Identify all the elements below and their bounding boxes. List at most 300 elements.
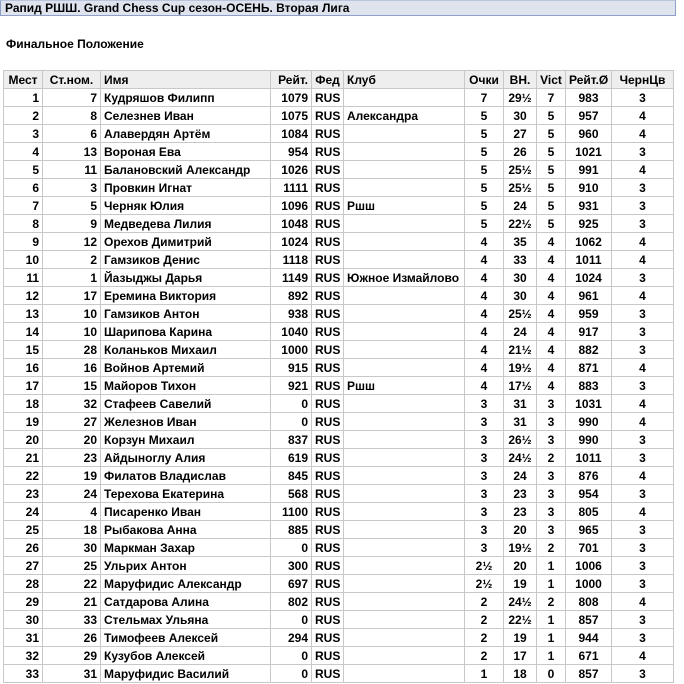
cell-victories: 2 <box>537 449 566 467</box>
table-row <box>4 485 674 503</box>
cell-tiebreak-bh: 25½ <box>504 161 537 179</box>
cell-rating: 1079 <box>271 89 312 107</box>
cell-rating: 885 <box>271 521 312 539</box>
cell-place: 20 <box>4 431 43 449</box>
table-row <box>4 539 674 557</box>
cell-avg-rating: 671 <box>566 647 612 665</box>
cell-start-no: 9 <box>43 215 101 233</box>
cell-place: 7 <box>4 197 43 215</box>
cell-tiebreak-bh: 27 <box>504 125 537 143</box>
cell-federation: RUS <box>312 179 344 197</box>
cell-federation: RUS <box>312 557 344 575</box>
cell-start-no: 11 <box>43 161 101 179</box>
cell-club <box>344 161 465 179</box>
cell-place: 24 <box>4 503 43 521</box>
cell-tiebreak-bh: 24 <box>504 467 537 485</box>
cell-name: Алавердян Артём <box>101 125 271 143</box>
cell-club <box>344 179 465 197</box>
cell-tiebreak-bh: 33 <box>504 251 537 269</box>
cell-place: 16 <box>4 359 43 377</box>
cell-rating: 0 <box>271 539 312 557</box>
cell-victories: 3 <box>537 395 566 413</box>
cell-start-no: 22 <box>43 575 101 593</box>
cell-name: Айдыноглу Алия <box>101 449 271 467</box>
cell-federation: RUS <box>312 125 344 143</box>
cell-victories: 1 <box>537 611 566 629</box>
cell-points: 5 <box>465 107 504 125</box>
table-body <box>4 89 674 683</box>
cell-start-no: 16 <box>43 359 101 377</box>
cell-victories: 5 <box>537 197 566 215</box>
cell-federation: RUS <box>312 143 344 161</box>
cell-points: 5 <box>465 197 504 215</box>
cell-rating: 1100 <box>271 503 312 521</box>
cell-black-count: 3 <box>612 521 674 539</box>
table-row <box>4 161 674 179</box>
cell-place: 9 <box>4 233 43 251</box>
cell-place: 5 <box>4 161 43 179</box>
cell-avg-rating: 925 <box>566 215 612 233</box>
cell-rating: 1024 <box>271 233 312 251</box>
cell-name: Стельмах Ульяна <box>101 611 271 629</box>
cell-club <box>344 395 465 413</box>
cell-federation: RUS <box>312 269 344 287</box>
cell-start-no: 4 <box>43 503 101 521</box>
cell-name: Войнов Артемий <box>101 359 271 377</box>
cell-victories: 2 <box>537 539 566 557</box>
cell-black-count: 3 <box>612 341 674 359</box>
cell-start-no: 27 <box>43 413 101 431</box>
cell-victories: 5 <box>537 215 566 233</box>
cell-victories: 4 <box>537 341 566 359</box>
standings-table <box>3 70 674 683</box>
cell-points: 3 <box>465 485 504 503</box>
cell-victories: 3 <box>537 467 566 485</box>
cell-points: 4 <box>465 305 504 323</box>
cell-start-no: 1 <box>43 269 101 287</box>
cell-avg-rating: 965 <box>566 521 612 539</box>
cell-avg-rating: 991 <box>566 161 612 179</box>
cell-points: 4 <box>465 251 504 269</box>
cell-points: 2 <box>465 647 504 665</box>
cell-name: Корзун Михаил <box>101 431 271 449</box>
cell-black-count: 4 <box>612 125 674 143</box>
cell-start-no: 32 <box>43 395 101 413</box>
cell-tiebreak-bh: 30 <box>504 107 537 125</box>
column-header-federation: Фед <box>312 71 344 89</box>
column-header-name: Имя <box>101 71 271 89</box>
cell-place: 4 <box>4 143 43 161</box>
cell-avg-rating: 990 <box>566 413 612 431</box>
cell-tiebreak-bh: 24 <box>504 197 537 215</box>
cell-start-no: 10 <box>43 323 101 341</box>
cell-tiebreak-bh: 17 <box>504 647 537 665</box>
cell-place: 14 <box>4 323 43 341</box>
cell-avg-rating: 1000 <box>566 575 612 593</box>
table-row <box>4 395 674 413</box>
cell-black-count: 3 <box>612 305 674 323</box>
cell-avg-rating: 910 <box>566 179 612 197</box>
cell-victories: 7 <box>537 89 566 107</box>
cell-avg-rating: 1031 <box>566 395 612 413</box>
cell-points: 4 <box>465 269 504 287</box>
cell-name: Балановский Александр <box>101 161 271 179</box>
cell-black-count: 4 <box>612 107 674 125</box>
cell-federation: RUS <box>312 251 344 269</box>
cell-black-count: 3 <box>612 485 674 503</box>
cell-victories: 3 <box>537 503 566 521</box>
cell-start-no: 20 <box>43 431 101 449</box>
cell-victories: 4 <box>537 269 566 287</box>
cell-victories: 4 <box>537 251 566 269</box>
cell-avg-rating: 931 <box>566 197 612 215</box>
cell-victories: 1 <box>537 575 566 593</box>
column-header-tiebreak-bh: ВН. <box>504 71 537 89</box>
cell-federation: RUS <box>312 593 344 611</box>
cell-federation: RUS <box>312 647 344 665</box>
cell-federation: RUS <box>312 485 344 503</box>
cell-place: 30 <box>4 611 43 629</box>
cell-rating: 0 <box>271 413 312 431</box>
cell-club <box>344 611 465 629</box>
cell-avg-rating: 1006 <box>566 557 612 575</box>
cell-victories: 2 <box>537 593 566 611</box>
cell-federation: RUS <box>312 359 344 377</box>
cell-points: 3 <box>465 521 504 539</box>
cell-federation: RUS <box>312 575 344 593</box>
cell-tiebreak-bh: 23 <box>504 503 537 521</box>
column-header-avg-rating: Рейт.Ø <box>566 71 612 89</box>
table-row <box>4 557 674 575</box>
table-row <box>4 89 674 107</box>
cell-club: Южное Измайлово <box>344 269 465 287</box>
cell-start-no: 10 <box>43 305 101 323</box>
cell-victories: 3 <box>537 485 566 503</box>
cell-club <box>344 593 465 611</box>
cell-club: Ршш <box>344 377 465 395</box>
cell-tiebreak-bh: 19½ <box>504 359 537 377</box>
cell-start-no: 3 <box>43 179 101 197</box>
cell-victories: 5 <box>537 161 566 179</box>
cell-black-count: 3 <box>612 557 674 575</box>
cell-club: Ршш <box>344 197 465 215</box>
cell-rating: 938 <box>271 305 312 323</box>
cell-club <box>344 647 465 665</box>
cell-club <box>344 305 465 323</box>
cell-points: 2½ <box>465 575 504 593</box>
cell-place: 11 <box>4 269 43 287</box>
cell-club <box>344 251 465 269</box>
cell-place: 26 <box>4 539 43 557</box>
cell-club <box>344 485 465 503</box>
cell-victories: 5 <box>537 125 566 143</box>
cell-start-no: 2 <box>43 251 101 269</box>
cell-rating: 619 <box>271 449 312 467</box>
cell-avg-rating: 983 <box>566 89 612 107</box>
column-header-start-no: Ст.ном. <box>43 71 101 89</box>
cell-federation: RUS <box>312 377 344 395</box>
cell-tiebreak-bh: 20 <box>504 521 537 539</box>
cell-place: 2 <box>4 107 43 125</box>
cell-name: Маруфидис Александр <box>101 575 271 593</box>
cell-victories: 4 <box>537 359 566 377</box>
cell-club <box>344 665 465 683</box>
cell-name: Рыбакова Анна <box>101 521 271 539</box>
cell-victories: 4 <box>537 287 566 305</box>
cell-tiebreak-bh: 18 <box>504 665 537 683</box>
cell-federation: RUS <box>312 431 344 449</box>
table-row <box>4 233 674 251</box>
cell-name: Маркман Захар <box>101 539 271 557</box>
cell-black-count: 3 <box>612 143 674 161</box>
cell-victories: 4 <box>537 233 566 251</box>
cell-place: 27 <box>4 557 43 575</box>
cell-points: 2½ <box>465 557 504 575</box>
cell-name: Филатов Владислав <box>101 467 271 485</box>
cell-black-count: 4 <box>612 395 674 413</box>
cell-start-no: 8 <box>43 107 101 125</box>
cell-federation: RUS <box>312 197 344 215</box>
cell-victories: 5 <box>537 179 566 197</box>
cell-federation: RUS <box>312 413 344 431</box>
cell-name: Кузубов Алексей <box>101 647 271 665</box>
cell-tiebreak-bh: 21½ <box>504 341 537 359</box>
cell-rating: 915 <box>271 359 312 377</box>
cell-club <box>344 431 465 449</box>
table-row <box>4 197 674 215</box>
table-row <box>4 143 674 161</box>
cell-tiebreak-bh: 22½ <box>504 611 537 629</box>
cell-federation: RUS <box>312 323 344 341</box>
cell-federation: RUS <box>312 539 344 557</box>
cell-club: Александра <box>344 107 465 125</box>
cell-place: 12 <box>4 287 43 305</box>
cell-points: 7 <box>465 89 504 107</box>
cell-victories: 5 <box>537 143 566 161</box>
column-header-victories: Vict <box>537 71 566 89</box>
cell-avg-rating: 990 <box>566 431 612 449</box>
cell-start-no: 23 <box>43 449 101 467</box>
cell-place: 22 <box>4 467 43 485</box>
cell-club <box>344 89 465 107</box>
table-row <box>4 449 674 467</box>
cell-start-no: 25 <box>43 557 101 575</box>
window-title: Рапид РШШ. Grand Chess Cup сезон-ОСЕНЬ. Вторая Лига <box>0 0 676 16</box>
cell-black-count: 4 <box>612 647 674 665</box>
cell-rating: 837 <box>271 431 312 449</box>
cell-place: 8 <box>4 215 43 233</box>
cell-victories: 3 <box>537 521 566 539</box>
cell-start-no: 31 <box>43 665 101 683</box>
cell-avg-rating: 876 <box>566 467 612 485</box>
cell-black-count: 3 <box>612 323 674 341</box>
cell-black-count: 3 <box>612 575 674 593</box>
cell-name: Ульрих Антон <box>101 557 271 575</box>
cell-federation: RUS <box>312 665 344 683</box>
cell-rating: 892 <box>271 287 312 305</box>
cell-rating: 954 <box>271 143 312 161</box>
cell-points: 4 <box>465 287 504 305</box>
cell-avg-rating: 1011 <box>566 251 612 269</box>
cell-federation: RUS <box>312 305 344 323</box>
cell-rating: 0 <box>271 665 312 683</box>
cell-points: 1 <box>465 665 504 683</box>
cell-place: 15 <box>4 341 43 359</box>
table-row <box>4 593 674 611</box>
cell-points: 3 <box>465 467 504 485</box>
cell-federation: RUS <box>312 215 344 233</box>
cell-club <box>344 323 465 341</box>
table-row <box>4 323 674 341</box>
cell-tiebreak-bh: 26 <box>504 143 537 161</box>
cell-place: 25 <box>4 521 43 539</box>
table-row <box>4 575 674 593</box>
cell-points: 5 <box>465 179 504 197</box>
cell-victories: 3 <box>537 431 566 449</box>
cell-rating: 0 <box>271 647 312 665</box>
cell-rating: 802 <box>271 593 312 611</box>
cell-name: Стафеев Савелий <box>101 395 271 413</box>
cell-start-no: 6 <box>43 125 101 143</box>
cell-victories: 4 <box>537 305 566 323</box>
cell-federation: RUS <box>312 449 344 467</box>
cell-points: 3 <box>465 503 504 521</box>
cell-tiebreak-bh: 20 <box>504 557 537 575</box>
cell-rating: 1096 <box>271 197 312 215</box>
column-header-place: Мест <box>4 71 43 89</box>
cell-points: 3 <box>465 449 504 467</box>
cell-federation: RUS <box>312 611 344 629</box>
cell-club <box>344 287 465 305</box>
cell-tiebreak-bh: 19 <box>504 629 537 647</box>
cell-name: Терехова Екатерина <box>101 485 271 503</box>
cell-avg-rating: 1024 <box>566 269 612 287</box>
table-row <box>4 431 674 449</box>
column-header-points: Очки <box>465 71 504 89</box>
table-row <box>4 107 674 125</box>
cell-club <box>344 215 465 233</box>
cell-points: 4 <box>465 377 504 395</box>
cell-start-no: 7 <box>43 89 101 107</box>
cell-black-count: 3 <box>612 215 674 233</box>
cell-federation: RUS <box>312 629 344 647</box>
cell-black-count: 3 <box>612 629 674 647</box>
cell-points: 5 <box>465 125 504 143</box>
cell-start-no: 13 <box>43 143 101 161</box>
cell-rating: 1000 <box>271 341 312 359</box>
cell-name: Еремина Виктория <box>101 287 271 305</box>
cell-tiebreak-bh: 24½ <box>504 449 537 467</box>
cell-points: 2 <box>465 611 504 629</box>
table-row <box>4 503 674 521</box>
cell-rating: 1026 <box>271 161 312 179</box>
cell-black-count: 3 <box>612 377 674 395</box>
cell-place: 1 <box>4 89 43 107</box>
cell-name: Селезнев Иван <box>101 107 271 125</box>
cell-tiebreak-bh: 26½ <box>504 431 537 449</box>
cell-name: Писаренко Иван <box>101 503 271 521</box>
table-row <box>4 647 674 665</box>
cell-start-no: 12 <box>43 233 101 251</box>
cell-place: 3 <box>4 125 43 143</box>
table-row <box>4 611 674 629</box>
cell-club <box>344 125 465 143</box>
cell-name: Медведева Лилия <box>101 215 271 233</box>
cell-club <box>344 521 465 539</box>
cell-club <box>344 629 465 647</box>
cell-avg-rating: 1011 <box>566 449 612 467</box>
cell-club <box>344 575 465 593</box>
cell-name: Сатдарова Алина <box>101 593 271 611</box>
cell-black-count: 3 <box>612 197 674 215</box>
cell-tiebreak-bh: 19 <box>504 575 537 593</box>
cell-black-count: 4 <box>612 161 674 179</box>
cell-points: 3 <box>465 431 504 449</box>
cell-black-count: 3 <box>612 665 674 683</box>
cell-tiebreak-bh: 24 <box>504 323 537 341</box>
cell-black-count: 3 <box>612 89 674 107</box>
cell-club <box>344 233 465 251</box>
cell-federation: RUS <box>312 89 344 107</box>
cell-points: 5 <box>465 143 504 161</box>
cell-avg-rating: 960 <box>566 125 612 143</box>
cell-black-count: 4 <box>612 467 674 485</box>
cell-start-no: 21 <box>43 593 101 611</box>
cell-victories: 4 <box>537 323 566 341</box>
table-row <box>4 413 674 431</box>
cell-name: Черняк Юлия <box>101 197 271 215</box>
cell-rating: 1048 <box>271 215 312 233</box>
table-row <box>4 179 674 197</box>
cell-victories: 1 <box>537 629 566 647</box>
cell-tiebreak-bh: 24½ <box>504 593 537 611</box>
cell-rating: 294 <box>271 629 312 647</box>
cell-federation: RUS <box>312 503 344 521</box>
cell-place: 6 <box>4 179 43 197</box>
page-subtitle: Финальное Положение <box>6 37 144 51</box>
cell-tiebreak-bh: 30 <box>504 269 537 287</box>
cell-name: Кудряшов Филипп <box>101 89 271 107</box>
cell-place: 29 <box>4 593 43 611</box>
cell-federation: RUS <box>312 161 344 179</box>
cell-name: Провкин Игнат <box>101 179 271 197</box>
cell-club <box>344 449 465 467</box>
cell-federation: RUS <box>312 395 344 413</box>
cell-start-no: 29 <box>43 647 101 665</box>
cell-points: 4 <box>465 359 504 377</box>
cell-avg-rating: 857 <box>566 611 612 629</box>
cell-points: 2 <box>465 593 504 611</box>
table-row <box>4 665 674 683</box>
cell-rating: 921 <box>271 377 312 395</box>
cell-name: Коланьков Михаил <box>101 341 271 359</box>
cell-start-no: 15 <box>43 377 101 395</box>
cell-tiebreak-bh: 25½ <box>504 179 537 197</box>
cell-club <box>344 503 465 521</box>
column-header-rating: Рейт. <box>271 71 312 89</box>
cell-points: 2 <box>465 629 504 647</box>
cell-name: Гамзиков Денис <box>101 251 271 269</box>
cell-place: 13 <box>4 305 43 323</box>
cell-club <box>344 413 465 431</box>
cell-black-count: 3 <box>612 611 674 629</box>
cell-club <box>344 539 465 557</box>
cell-rating: 568 <box>271 485 312 503</box>
cell-black-count: 4 <box>612 233 674 251</box>
table-row <box>4 287 674 305</box>
cell-start-no: 26 <box>43 629 101 647</box>
cell-rating: 300 <box>271 557 312 575</box>
